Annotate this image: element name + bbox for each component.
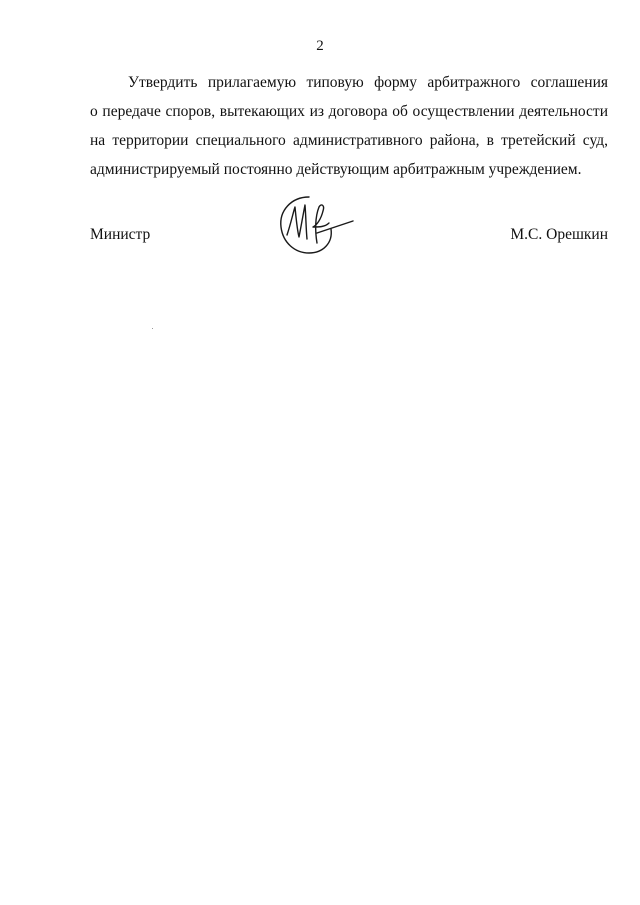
scan-artifact-dot [152, 328, 153, 329]
order-paragraph [90, 68, 608, 184]
position-title: Министр [90, 226, 151, 243]
handwritten-signature-icon [273, 193, 355, 257]
paragraph-line-1: Утвердить прилагаемую типовую форму арбитражного соглашения [128, 74, 608, 91]
paragraph-line-2: о передаче споров, вытекающих из договора об осуществлении деятельности [90, 103, 608, 120]
page-number: 2 [316, 38, 324, 54]
signer-name: М.С. Орешкин [510, 226, 608, 243]
paragraph-line-3: на территории специального административного района, в третейский суд, [90, 132, 608, 149]
paragraph-line-4: администрируемый постоянно действующим арбитражным учреждением. [90, 161, 582, 178]
